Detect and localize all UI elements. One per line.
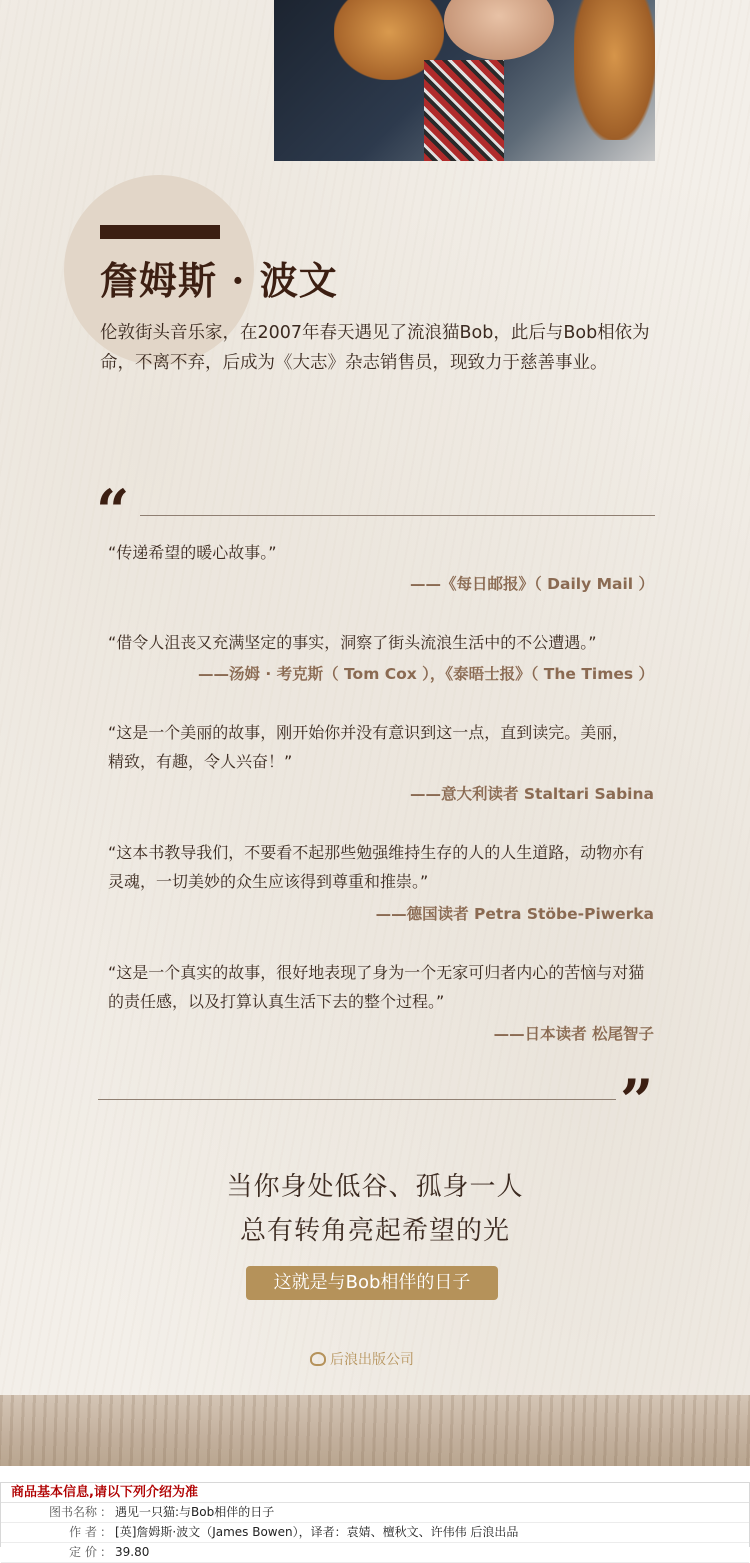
- publisher-logo: [310, 1349, 414, 1369]
- slogan-line-2: 总有转角亮起希望的光: [239, 1216, 510, 1246]
- slogan-line-1: 当你身处低谷、孤身一人: [226, 1172, 524, 1202]
- author-bio: 伦敦街头音乐家，在2007年春天遇见了流浪猫Bob，此后与Bob相依为命，不离不弃，后成为《大志》杂志销售员，现致力于慈善事业。: [100, 323, 650, 373]
- quote-text: “借令人沮丧又充满坚定的事实，洞察了街头流浪生活中的不公遭遇。”: [108, 633, 597, 652]
- info-value: 遇见一只猫:与Bob相伴的日子: [115, 1505, 275, 1519]
- info-value: [英]詹姆斯·波文（James Bowen），译者：袁婧、檀秋文、许伟伟 后浪出品: [115, 1525, 519, 1539]
- quote-source: ——《每日邮报》（ Daily Mail ）: [409, 575, 654, 593]
- divider-bottom: [98, 1099, 616, 1100]
- info-label: 作 者: [69, 1525, 97, 1539]
- info-value: 39.80: [115, 1545, 150, 1559]
- publisher-icon: [310, 1352, 326, 1366]
- info-row: 作 者 ： [英]詹姆斯·波文（James Bowen），译者：袁婧、檀秋文、许伟伟 后浪出品: [1, 1523, 749, 1543]
- close-quote-mark: ”: [620, 1067, 654, 1135]
- info-row: 定 价 ： 39.80: [1, 1543, 749, 1563]
- tagline-badge: 这就是与Bob相伴的日子: [246, 1266, 498, 1300]
- quote-source: ——意大利读者 Staltari Sabina: [410, 785, 654, 803]
- title-decor-bar: [100, 225, 220, 239]
- quote-source: ——汤姆 · 考克斯（ Tom Cox ），《泰晤士报》（ The Times ）: [197, 665, 654, 683]
- divider-top: [140, 515, 655, 516]
- product-info-table: [0, 1482, 750, 1559]
- product-info-header: 商品基本信息,请以下列介绍为准: [1, 1483, 749, 1503]
- open-quote-mark: “: [96, 477, 130, 545]
- info-label: 图书名称: [48, 1505, 97, 1519]
- author-with-cat-photo: [274, 0, 655, 161]
- info-row: 图书名称 ： 遇见一只猫:与Bob相伴的日子: [1, 1503, 749, 1523]
- quote-source: ——日本读者 松尾智子: [493, 1025, 654, 1043]
- quote-text: “这本书教导我们，不要看不起那些勉强维持生存的人的人生道路，动物亦有灵魂，一切美妙的众生应该得到尊重和推崇。”: [108, 843, 645, 891]
- author-name: 詹姆斯 · 波文: [100, 258, 338, 303]
- publisher-name: 后浪出版公司: [330, 1352, 414, 1368]
- info-label: 定 价: [69, 1545, 97, 1559]
- quote-source: ——德国读者 Petra Stöbe-Piwerka: [375, 905, 654, 923]
- quote-text: “这是一个真实的故事，很好地表现了身为一个无家可归者内心的苦恼与对猫的责任感，以及打算认真生活下去的整个过程。”: [108, 963, 645, 1011]
- quote-text: “传递希望的暖心故事。”: [108, 543, 277, 562]
- wood-texture-strip: [0, 1395, 750, 1466]
- quote-text: “这是一个美丽的故事，刚开始你并没有意识到这一点，直到读完。美丽，精致，有趣，令人兴奋！”: [108, 723, 629, 771]
